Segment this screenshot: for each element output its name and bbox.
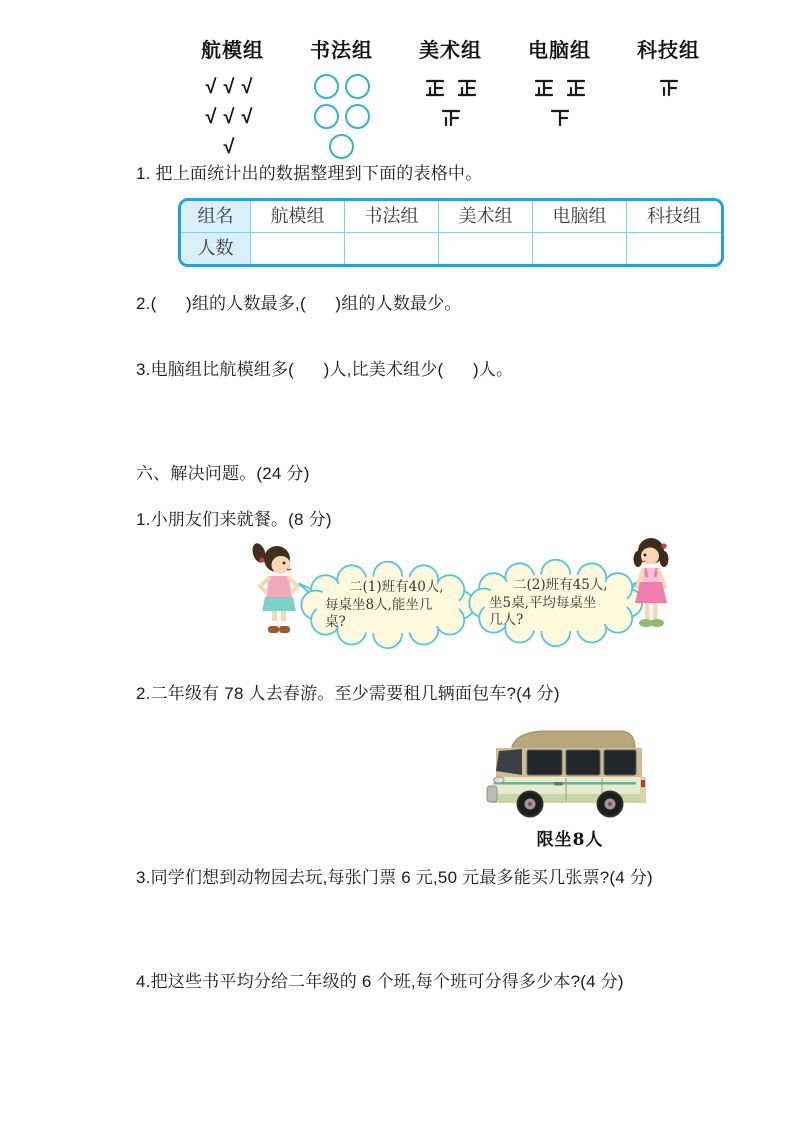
bubble-line: 几人? (489, 612, 524, 628)
question-1: 1. 把上面统计出的数据整理到下面的表格中。 (136, 164, 483, 183)
tally-group (614, 34, 723, 162)
bubble-line: 每桌坐8人,能坐几 (325, 596, 433, 613)
table-answer-cell (345, 233, 439, 264)
circle-mark (345, 104, 370, 129)
tally-group-name: 书法组 (310, 38, 373, 62)
table-col-header: 书法组 (345, 201, 439, 233)
section6-question-4: 4.把这些书平均分给二年级的 6 个班,每个班可分得多少本?(4 分) (136, 972, 624, 991)
bubble-line: 二(2)班有45人, (513, 577, 608, 593)
table-answer-cell (627, 233, 721, 264)
bubble-line: 桌? (325, 614, 346, 630)
table-answer-cell (533, 233, 627, 264)
tally-group-name: 美术组 (419, 38, 482, 62)
table-answer-cell (251, 233, 345, 264)
tally-marks (505, 72, 614, 132)
circle-mark (314, 74, 339, 99)
table-col-header: 电脑组 (533, 201, 627, 233)
section-6-title: 六、解决问题。(24 分) (136, 464, 310, 483)
statistics-table (178, 198, 724, 267)
circle-mark (329, 134, 354, 159)
bubble-left-text (325, 579, 461, 632)
section6-question-2: 2.二年级有 78 人去春游。至少需要租几辆面包车?(4 分) (136, 684, 560, 703)
tally-group-name: 科技组 (637, 38, 700, 62)
table-header-count: 人数 (181, 233, 251, 264)
section6-question-3: 3.同学们想到动物园去玩,每张门票 6 元,50 元最多能买几张票?(4 分) (136, 868, 653, 887)
bubble-right-text (489, 577, 625, 630)
tally-group (287, 34, 396, 162)
tally-chart (178, 34, 726, 162)
girl-right-illustration (627, 535, 675, 633)
circle-mark (345, 74, 370, 99)
dining-illustration (245, 535, 677, 655)
tally-group (178, 34, 287, 162)
question-3: 3.电脑组比航模组多( )人,比美术组少( )人。 (136, 360, 514, 379)
circle-mark (314, 104, 339, 129)
girl-left-illustration (247, 539, 301, 635)
table-col-header: 航模组 (251, 201, 345, 233)
tally-marks (287, 72, 396, 162)
table-answer-cell (439, 233, 533, 264)
table-col-header: 美术组 (439, 201, 533, 233)
tally-group-name: 航模组 (201, 38, 264, 62)
van-capacity-label: 限坐8人 (536, 830, 604, 850)
section6-question-1: 1.小朋友们来就餐。(8 分) (136, 510, 332, 529)
table-header-group: 组名 (181, 201, 251, 233)
van-figure (480, 722, 660, 850)
bubble-line: 二(1)班有40人, (349, 579, 444, 595)
tally-group-name: 电脑组 (528, 38, 591, 62)
tally-marks (614, 72, 723, 102)
bubble-line: 坐5桌,平均每桌坐 (489, 594, 597, 611)
tally-group (396, 34, 505, 162)
tally-marks: √√√ √√√ √ (205, 76, 260, 158)
tally-marks (396, 72, 505, 132)
table-col-header: 科技组 (627, 201, 721, 233)
van-illustration (482, 722, 658, 818)
tally-group (505, 34, 614, 162)
question-2: 2.( )组的人数最多,( )组的人数最少。 (136, 294, 462, 313)
